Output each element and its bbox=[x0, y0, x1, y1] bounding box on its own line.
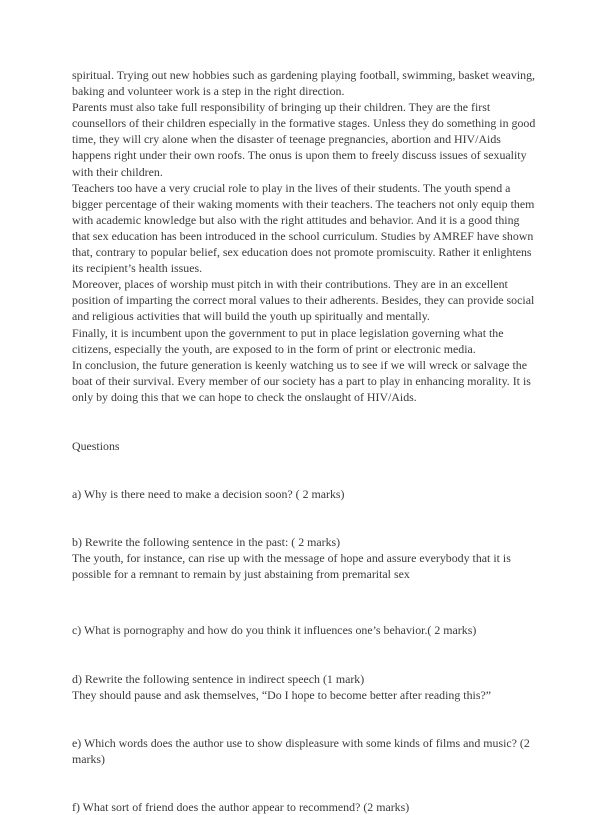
question-b-sentence-line: The youth, for instance, can rise up with the message of hope and assure everybody that it is bbox=[72, 551, 511, 566]
question-a-text: a) Why is there need to make a decision soon? ( 2 marks) bbox=[72, 487, 345, 502]
spacer bbox=[72, 703, 552, 735]
question-b bbox=[72, 534, 552, 582]
text-line: Moreover, places of worship must pitch in with their contributions. They are in an excellent bbox=[72, 277, 508, 292]
text-line: only by doing this that we can hope to check the onslaught of HIV/Aids. bbox=[72, 389, 417, 404]
question-c bbox=[72, 622, 552, 638]
paragraph-government bbox=[72, 325, 552, 357]
text-line: Finally, it is incumbent upon the government to put in place legislation governing what the bbox=[72, 325, 504, 340]
spacer bbox=[72, 767, 552, 799]
spacer bbox=[72, 639, 552, 671]
question-e bbox=[72, 735, 552, 767]
text-line: baking and volunteer work is a step in the right direction. bbox=[72, 84, 345, 99]
spacer bbox=[72, 502, 552, 534]
text-line: spiritual. Trying out new hobbies such as gardening playing football, swimming, basket weaving, bbox=[72, 68, 536, 82]
question-d-text: d) Rewrite the following sentence in indirect speech (1 mark) bbox=[72, 671, 365, 686]
text-line: Teachers too have a very crucial role to play in the lives of their students. The youth spend a bbox=[72, 180, 511, 195]
spacer bbox=[72, 582, 552, 622]
text-line: its recipient’s health issues. bbox=[72, 261, 203, 276]
paragraph-conclusion bbox=[72, 357, 552, 405]
paragraph-teachers bbox=[72, 180, 552, 277]
question-b-text: b) Rewrite the following sentence in the past: ( 2 marks) bbox=[72, 535, 341, 550]
text-line: counsellors of their children especially in the formative stages. Unless they do something in good bbox=[72, 116, 536, 131]
text-line: bigger percentage of their waking moments with their teachers. The teachers not only equip them bbox=[72, 196, 535, 211]
questions-heading bbox=[72, 438, 552, 454]
paragraph-hobbies bbox=[72, 67, 552, 99]
question-e-text: e) Which words does the author use to show displeasure with some kinds of films and music? (2 bbox=[72, 735, 530, 750]
question-d-sentence: They should pause and ask themselves, “Do I hope to become better after reading this?” bbox=[72, 687, 491, 702]
text-line: Parents must also take full responsibility of bringing up their children. They are the first bbox=[72, 100, 491, 115]
document-page bbox=[72, 67, 552, 815]
questions-heading-text: Questions bbox=[72, 438, 120, 453]
question-d bbox=[72, 671, 552, 703]
spacer bbox=[72, 405, 552, 438]
question-c-text: c) What is pornography and how do you think it influences one’s behavior.( 2 marks) bbox=[72, 623, 477, 638]
paragraph-parents bbox=[72, 99, 552, 179]
text-line: time, they will cry alone when the disaster of teenage pregnancies, abortion and HIV/Aids bbox=[72, 132, 501, 147]
text-line: boat of their survival. Every member of our society has a part to play in enhancing morality. It is bbox=[72, 373, 531, 388]
text-line: that sex education has been introduced in the school curriculum. Studies by AMREF have shown bbox=[72, 228, 534, 243]
text-line: with their children. bbox=[72, 164, 163, 179]
text-line: In conclusion, the future generation is keenly watching us to see if we will wreck or salvage the bbox=[72, 357, 528, 372]
text-line: and religious activities that will build the youth up spiritually and mentally. bbox=[72, 309, 430, 324]
text-line: with academic knowledge but also with the right attitudes and behavior. And it is a good thing bbox=[72, 212, 520, 227]
paragraph-worship bbox=[72, 276, 552, 324]
question-e-text: marks) bbox=[72, 751, 106, 766]
question-b-sentence-line: possible for a remnant to remain by just abstaining from premarital sex bbox=[72, 567, 410, 582]
text-line: position of imparting the correct moral values to their adherents. Besides, they can provide social bbox=[72, 293, 535, 308]
question-a bbox=[72, 486, 552, 502]
text-line: happens right under their own roofs. The onus is upon them to freely discuss issues of sexuality bbox=[72, 148, 527, 163]
text-line: that, contrary to popular belief, sex education does not promote promiscuity. Rather it enlightens bbox=[72, 245, 532, 260]
spacer bbox=[72, 454, 552, 486]
question-f-text: f) What sort of friend does the author appear to recommend? (2 marks) bbox=[72, 799, 410, 814]
question-f bbox=[72, 799, 552, 815]
text-line: citizens, especially the youth, are exposed to in the form of print or electronic media. bbox=[72, 341, 476, 356]
